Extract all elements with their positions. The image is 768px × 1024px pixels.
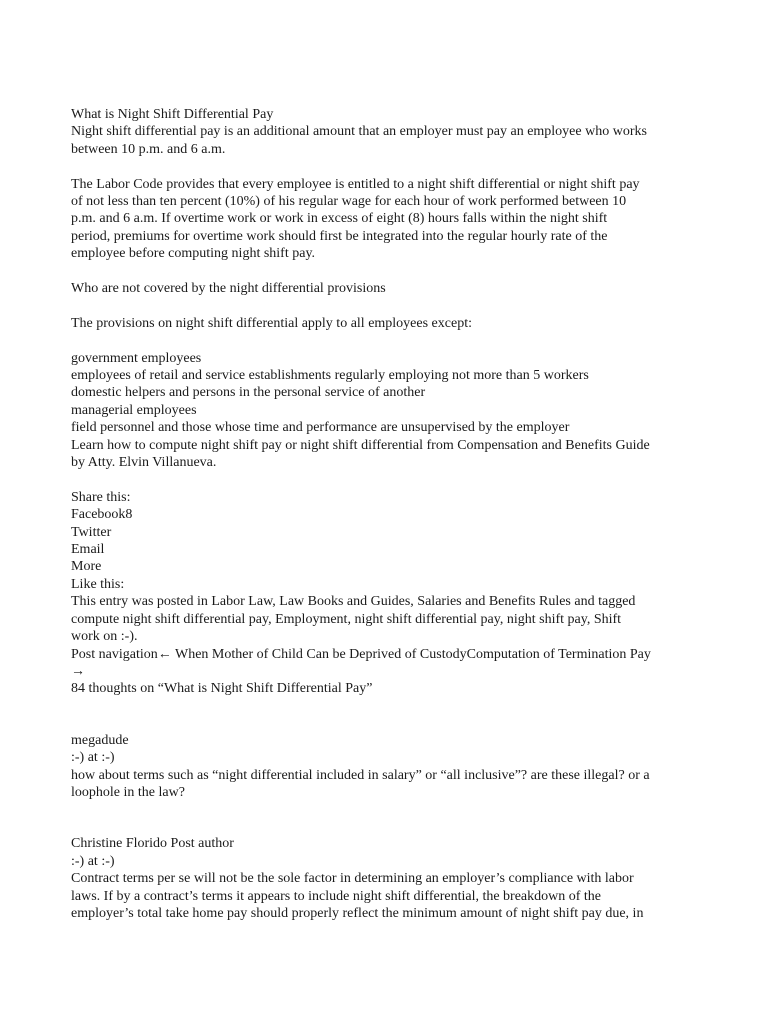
intro-line: between 10 p.m. and 6 a.m.: [71, 141, 226, 157]
labor-code-line: employee before computing night shift pay.: [71, 246, 316, 262]
labor-code-line: period, premiums for overtime work should first be integrated into the regular hourly rate of the: [71, 228, 608, 244]
comment-body-line: loophole in the law?: [71, 784, 185, 800]
post-navigation-label: Post navigation: [71, 646, 158, 662]
not-covered-heading: Who are not covered by the night differential provisions: [71, 281, 386, 297]
comment-body-line: Contract terms per se will not be the sole factor in determining an employer’s compliance with labor: [71, 871, 634, 887]
learn-more-line: by Atty. Elvin Villanueva.: [71, 455, 217, 471]
entry-meta-line: compute night shift differential pay, Employment, night shift differential pay, night shift pay, Shift: [71, 611, 622, 627]
learn-more-link[interactable]: Learn how to compute night shift pay or night shift differential from Compensation and Benefits Guide: [71, 437, 650, 453]
prev-post-link[interactable]: ← When Mother of Child Can be Deprived of Custody: [157, 646, 467, 662]
labor-code-line: The Labor Code provides that every employee is entitled to a night shift differential or night shift pay: [71, 176, 640, 192]
document-page: [71, 106, 711, 922]
comment-meta[interactable]: :-) at :-): [71, 750, 115, 766]
exception-item: government employees: [71, 350, 202, 366]
share-more-link[interactable]: More: [71, 559, 102, 575]
comment-meta[interactable]: :-) at :-): [71, 853, 115, 869]
entry-meta-line: This entry was posted in Labor Law, Law Books and Guides, Salaries and Benefits Rules and tagged: [71, 594, 636, 610]
comment-author[interactable]: Christine Florido Post author: [71, 836, 234, 852]
comment-body-line: laws. If by a contract’s terms it appears to include night shift differential, the breakdown of the: [71, 888, 602, 904]
exception-item: employees of retail and service establishments regularly employing not more than 5 workers: [71, 368, 589, 384]
post-navigation: [71, 646, 711, 663]
next-arrow-icon[interactable]: →: [71, 663, 85, 679]
comment-body-line: how about terms such as “night differential included in salary” or “all inclusive”? are these illegal? or a: [71, 767, 650, 783]
article-title: What is Night Shift Differential Pay: [71, 107, 274, 122]
provisions-intro: The provisions on night shift differential apply to all employees except:: [71, 315, 472, 331]
labor-code-line: of not less than ten percent (10%) of his regular wage for each hour of work performed between 10: [71, 194, 627, 210]
share-facebook-link[interactable]: Facebook8: [71, 507, 133, 523]
share-email-link[interactable]: Email: [71, 542, 105, 558]
comment-body-line: employer’s total take home pay should properly reflect the minimum amount of night shift pay due, in: [71, 905, 644, 921]
share-label: Share this:: [71, 489, 131, 505]
comments-heading: 84 thoughts on “What is Night Shift Differential Pay”: [71, 681, 373, 697]
entry-meta-line: work on :-).: [71, 629, 138, 645]
exception-item: domestic helpers and persons in the personal service of another: [71, 385, 426, 401]
intro-line: Night shift differential pay is an additional amount that an employer must pay an employee who works: [71, 124, 647, 140]
exception-item: field personnel and those whose time and performance are unsupervised by the employer: [71, 420, 570, 436]
labor-code-line: p.m. and 6 a.m. If overtime work or work in excess of eight (8) hours falls within the night shift: [71, 211, 608, 227]
exception-item: managerial employees: [71, 402, 197, 418]
next-post-link[interactable]: Computation of Termination Pay: [466, 646, 651, 662]
share-twitter-link[interactable]: Twitter: [71, 524, 112, 540]
like-label: Like this:: [71, 576, 125, 592]
comment-author[interactable]: megadude: [71, 732, 129, 748]
